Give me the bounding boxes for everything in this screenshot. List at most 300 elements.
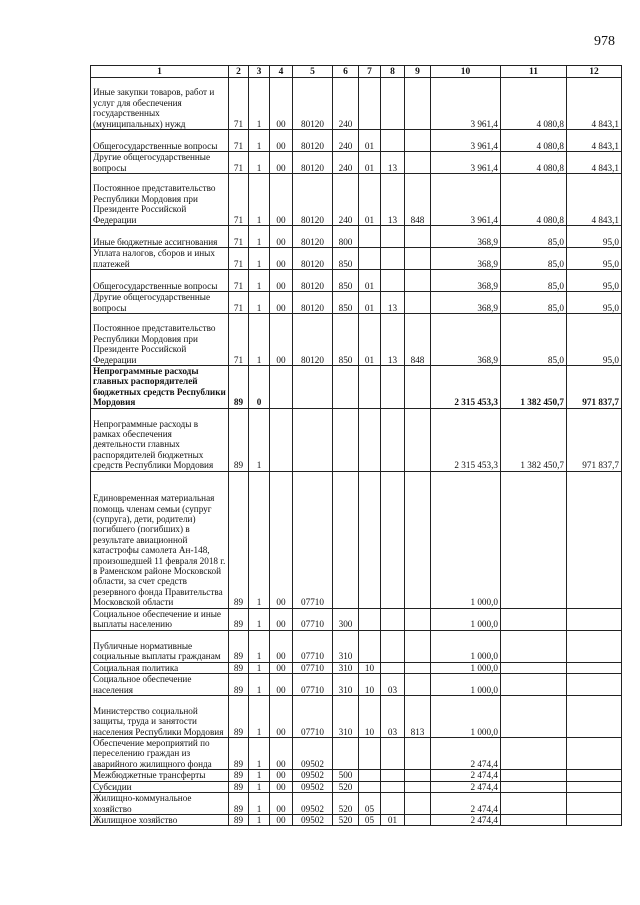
- cell-amount-11: [501, 608, 567, 630]
- cell-code-5: 80120: [293, 226, 333, 248]
- cell-code-7: 01: [359, 152, 381, 174]
- cell-amount-11: [501, 815, 567, 826]
- cell-code-9: 848: [405, 174, 431, 226]
- cell-amount-12: 95,0: [567, 270, 622, 292]
- cell-code-2: 89: [229, 674, 249, 696]
- cell-code-7: [359, 608, 381, 630]
- row-name: Постоянное представительство Республики Мордовия при Президенте Российской Федерации: [91, 314, 229, 366]
- cell-code-3: 1: [249, 174, 270, 226]
- cell-code-7: [359, 738, 381, 770]
- cell-amount-12: [567, 696, 622, 738]
- cell-code-2: 71: [229, 292, 249, 314]
- cell-code-4: 00: [270, 738, 293, 770]
- cell-code-5: 80120: [293, 78, 333, 130]
- row-name: Непрограммные расходы главных распорядителей бюджетных средств Республики Мордовия: [91, 366, 229, 409]
- cell-amount-11: [501, 781, 567, 792]
- cell-amount-10: 3 961,4: [431, 152, 501, 174]
- cell-code-9: [405, 366, 431, 409]
- cell-amount-12: [567, 770, 622, 781]
- cell-code-5: 09502: [293, 738, 333, 770]
- cell-code-2: 89: [229, 408, 249, 471]
- cell-amount-10: 1 000,0: [431, 630, 501, 662]
- row-name: Публичные нормативные социальные выплаты гражданам: [91, 630, 229, 662]
- table-row: [91, 608, 622, 630]
- column-header: 3: [249, 66, 270, 78]
- cell-code-9: [405, 770, 431, 781]
- row-name: Постоянное представительство Республики Мордовия при Президенте Российской Федерации: [91, 174, 229, 226]
- table-row: [91, 674, 622, 696]
- row-name: Социальное обеспечение и иные выплаты населению: [91, 608, 229, 630]
- row-name: Межбюджетные трансферты: [91, 770, 229, 781]
- cell-code-5: 07710: [293, 662, 333, 673]
- cell-amount-12: [567, 738, 622, 770]
- cell-code-9: [405, 662, 431, 673]
- cell-code-2: 89: [229, 608, 249, 630]
- cell-code-4: 00: [270, 674, 293, 696]
- cell-code-7: 01: [359, 314, 381, 366]
- cell-amount-11: 4 080,8: [501, 152, 567, 174]
- cell-code-3: 1: [249, 248, 270, 270]
- cell-code-8: 01: [381, 815, 405, 826]
- cell-code-6: 800: [333, 226, 359, 248]
- cell-code-7: [359, 248, 381, 270]
- cell-amount-10: 1 000,0: [431, 662, 501, 673]
- cell-amount-12: 95,0: [567, 226, 622, 248]
- cell-code-7: [359, 630, 381, 662]
- cell-code-2: 71: [229, 152, 249, 174]
- cell-code-5: 80120: [293, 292, 333, 314]
- table-row: [91, 793, 622, 815]
- cell-code-4: 00: [270, 793, 293, 815]
- column-header: 6: [333, 66, 359, 78]
- cell-code-8: [381, 226, 405, 248]
- row-name: Единовременная материальная помощь членам семьи (супруг (супруга), дети, родители) погибшего (погибших) в результате авиационной катастрофы самолета Ан-148, произошедшей 11 февраля 2018 г. в Раменском районе Московской области, за счет средств резервного фонда Правительства Московской области: [91, 471, 229, 608]
- cell-code-4: 00: [270, 662, 293, 673]
- cell-code-6: 240: [333, 152, 359, 174]
- column-header: 4: [270, 66, 293, 78]
- cell-amount-10: 3 961,4: [431, 130, 501, 152]
- cell-code-5: 07710: [293, 696, 333, 738]
- column-header: 10: [431, 66, 501, 78]
- cell-code-7: [359, 78, 381, 130]
- table-row: [91, 152, 622, 174]
- cell-code-8: [381, 630, 405, 662]
- cell-code-8: [381, 366, 405, 409]
- table-row: [91, 78, 622, 130]
- column-header: 2: [229, 66, 249, 78]
- cell-code-9: [405, 738, 431, 770]
- cell-amount-10: 2 474,4: [431, 781, 501, 792]
- cell-code-8: [381, 471, 405, 608]
- cell-amount-12: 95,0: [567, 314, 622, 366]
- cell-code-3: 1: [249, 78, 270, 130]
- cell-code-4: 00: [270, 248, 293, 270]
- cell-amount-11: 1 382 450,7: [501, 408, 567, 471]
- cell-code-8: [381, 738, 405, 770]
- cell-amount-11: [501, 738, 567, 770]
- row-name: Общегосударственные вопросы: [91, 270, 229, 292]
- cell-code-2: 89: [229, 770, 249, 781]
- cell-amount-12: 4 843,1: [567, 152, 622, 174]
- cell-amount-11: [501, 674, 567, 696]
- table-row: [91, 270, 622, 292]
- table-row: [91, 292, 622, 314]
- cell-amount-11: 1 382 450,7: [501, 366, 567, 409]
- cell-code-6: 240: [333, 174, 359, 226]
- cell-code-8: 13: [381, 292, 405, 314]
- table-row: [91, 781, 622, 792]
- cell-code-3: 1: [249, 314, 270, 366]
- cell-amount-11: 4 080,8: [501, 78, 567, 130]
- cell-code-9: [405, 270, 431, 292]
- cell-code-6: 850: [333, 314, 359, 366]
- cell-code-5: 09502: [293, 815, 333, 826]
- cell-amount-11: 85,0: [501, 226, 567, 248]
- cell-code-4: 00: [270, 174, 293, 226]
- cell-code-6: 240: [333, 78, 359, 130]
- cell-amount-12: [567, 471, 622, 608]
- cell-code-2: 71: [229, 314, 249, 366]
- cell-code-5: 09502: [293, 770, 333, 781]
- cell-code-8: [381, 781, 405, 792]
- cell-code-9: [405, 248, 431, 270]
- cell-code-8: [381, 608, 405, 630]
- cell-amount-12: 4 843,1: [567, 130, 622, 152]
- cell-code-5: 80120: [293, 174, 333, 226]
- cell-code-6: 310: [333, 630, 359, 662]
- table-row: [91, 662, 622, 673]
- column-header: 1: [91, 66, 229, 78]
- cell-code-6: [333, 408, 359, 471]
- cell-code-5: 09502: [293, 781, 333, 792]
- cell-amount-11: [501, 630, 567, 662]
- table-row: [91, 226, 622, 248]
- cell-code-2: 71: [229, 174, 249, 226]
- cell-code-9: [405, 793, 431, 815]
- column-header: 8: [381, 66, 405, 78]
- table-row: [91, 366, 622, 409]
- cell-code-6: 850: [333, 248, 359, 270]
- cell-code-9: [405, 815, 431, 826]
- cell-code-8: [381, 130, 405, 152]
- cell-code-9: [405, 674, 431, 696]
- cell-code-6: 310: [333, 696, 359, 738]
- cell-amount-10: 368,9: [431, 314, 501, 366]
- cell-code-2: 89: [229, 815, 249, 826]
- cell-code-6: 310: [333, 662, 359, 673]
- cell-code-3: 1: [249, 662, 270, 673]
- cell-code-5: [293, 408, 333, 471]
- cell-code-2: 89: [229, 366, 249, 409]
- cell-amount-11: [501, 793, 567, 815]
- cell-code-3: 1: [249, 471, 270, 608]
- cell-code-3: 1: [249, 781, 270, 792]
- row-name: Другие общегосударственные вопросы: [91, 152, 229, 174]
- cell-code-3: 1: [249, 815, 270, 826]
- cell-code-5: 80120: [293, 314, 333, 366]
- cell-code-5: 07710: [293, 674, 333, 696]
- cell-code-9: [405, 781, 431, 792]
- table-row: [91, 314, 622, 366]
- cell-code-3: 1: [249, 270, 270, 292]
- cell-code-6: 520: [333, 781, 359, 792]
- cell-code-2: 89: [229, 630, 249, 662]
- cell-code-2: 71: [229, 248, 249, 270]
- row-name: Обеспечение мероприятий по переселению граждан из аварийного жилищного фонда: [91, 738, 229, 770]
- table-row: [91, 408, 622, 471]
- cell-code-3: 1: [249, 630, 270, 662]
- cell-code-6: 850: [333, 292, 359, 314]
- cell-code-4: 00: [270, 471, 293, 608]
- cell-code-8: [381, 270, 405, 292]
- cell-amount-10: 1 000,0: [431, 674, 501, 696]
- cell-code-8: [381, 78, 405, 130]
- cell-amount-10: 368,9: [431, 292, 501, 314]
- cell-amount-10: 2 474,4: [431, 793, 501, 815]
- cell-code-4: 00: [270, 292, 293, 314]
- cell-code-3: 1: [249, 738, 270, 770]
- cell-code-4: 00: [270, 608, 293, 630]
- cell-code-5: 09502: [293, 793, 333, 815]
- table-row: [91, 471, 622, 608]
- cell-code-3: 1: [249, 608, 270, 630]
- table-row: [91, 174, 622, 226]
- cell-code-4: 00: [270, 270, 293, 292]
- cell-code-9: [405, 608, 431, 630]
- cell-amount-12: 971 837,7: [567, 408, 622, 471]
- cell-amount-10: 368,9: [431, 270, 501, 292]
- row-name: Жилищное хозяйство: [91, 815, 229, 826]
- cell-code-7: [359, 226, 381, 248]
- cell-code-2: 89: [229, 471, 249, 608]
- cell-code-3: 0: [249, 366, 270, 409]
- row-name: Социальное обеспечение населения: [91, 674, 229, 696]
- table-header-row: [91, 66, 622, 78]
- row-name: Уплата налогов, сборов и иных платежей: [91, 248, 229, 270]
- cell-code-7: 01: [359, 174, 381, 226]
- cell-code-4: 00: [270, 815, 293, 826]
- cell-code-3: 1: [249, 226, 270, 248]
- cell-amount-10: 2 474,4: [431, 770, 501, 781]
- cell-amount-11: 85,0: [501, 292, 567, 314]
- cell-code-2: 89: [229, 662, 249, 673]
- cell-code-9: 813: [405, 696, 431, 738]
- row-name: Министерство социальной защиты, труда и занятости населения Республики Мордовия: [91, 696, 229, 738]
- cell-code-6: [333, 738, 359, 770]
- page-number: 978: [594, 34, 615, 49]
- cell-amount-12: [567, 793, 622, 815]
- cell-code-6: 850: [333, 270, 359, 292]
- cell-code-7: [359, 471, 381, 608]
- cell-code-8: [381, 793, 405, 815]
- cell-amount-12: [567, 662, 622, 673]
- cell-code-5: 80120: [293, 130, 333, 152]
- cell-code-6: [333, 471, 359, 608]
- cell-code-4: 00: [270, 770, 293, 781]
- cell-code-3: 1: [249, 292, 270, 314]
- cell-code-5: 07710: [293, 630, 333, 662]
- cell-code-7: 10: [359, 696, 381, 738]
- cell-code-7: [359, 408, 381, 471]
- cell-code-3: 1: [249, 408, 270, 471]
- cell-amount-10: 1 000,0: [431, 471, 501, 608]
- cell-code-5: 07710: [293, 608, 333, 630]
- cell-code-8: 13: [381, 174, 405, 226]
- cell-amount-10: 3 961,4: [431, 78, 501, 130]
- column-header: 7: [359, 66, 381, 78]
- cell-code-4: 00: [270, 152, 293, 174]
- table-row: [91, 696, 622, 738]
- table-body: [91, 78, 622, 826]
- cell-amount-10: 2 315 453,3: [431, 366, 501, 409]
- cell-code-9: [405, 408, 431, 471]
- cell-amount-10: 368,9: [431, 226, 501, 248]
- cell-amount-11: 4 080,8: [501, 174, 567, 226]
- cell-code-6: 240: [333, 130, 359, 152]
- cell-amount-11: 85,0: [501, 248, 567, 270]
- cell-code-2: 71: [229, 130, 249, 152]
- cell-amount-11: 85,0: [501, 270, 567, 292]
- cell-amount-12: 95,0: [567, 248, 622, 270]
- column-header: 9: [405, 66, 431, 78]
- table-row: [91, 630, 622, 662]
- cell-amount-11: 4 080,8: [501, 130, 567, 152]
- cell-code-8: [381, 662, 405, 673]
- cell-code-7: 05: [359, 793, 381, 815]
- column-header: 12: [567, 66, 622, 78]
- cell-amount-11: [501, 770, 567, 781]
- table-row: [91, 770, 622, 781]
- cell-code-6: 310: [333, 674, 359, 696]
- cell-code-3: 1: [249, 793, 270, 815]
- row-name: Общегосударственные вопросы: [91, 130, 229, 152]
- cell-code-7: 10: [359, 662, 381, 673]
- cell-amount-10: 1 000,0: [431, 696, 501, 738]
- row-name: Непрограммные расходы в рамках обеспечения деятельности главных распорядителей бюджетных средств Республики Мордовия: [91, 408, 229, 471]
- table-row: [91, 815, 622, 826]
- cell-code-3: 1: [249, 770, 270, 781]
- cell-amount-11: [501, 662, 567, 673]
- cell-code-2: 71: [229, 270, 249, 292]
- cell-code-9: 848: [405, 314, 431, 366]
- cell-code-9: [405, 630, 431, 662]
- cell-code-5: 07710: [293, 471, 333, 608]
- cell-code-2: 89: [229, 793, 249, 815]
- cell-code-4: 00: [270, 781, 293, 792]
- row-name: Другие общегосударственные вопросы: [91, 292, 229, 314]
- cell-amount-10: 3 961,4: [431, 174, 501, 226]
- cell-code-7: [359, 781, 381, 792]
- cell-amount-11: [501, 471, 567, 608]
- cell-amount-12: [567, 608, 622, 630]
- row-name: Иные бюджетные ассигнования: [91, 226, 229, 248]
- cell-code-3: 1: [249, 130, 270, 152]
- cell-code-7: 01: [359, 130, 381, 152]
- cell-amount-11: [501, 696, 567, 738]
- row-name: Жилищно-коммунальное хозяйство: [91, 793, 229, 815]
- budget-table: [90, 65, 622, 826]
- cell-code-5: [293, 366, 333, 409]
- cell-amount-12: 95,0: [567, 292, 622, 314]
- cell-code-9: [405, 152, 431, 174]
- cell-code-6: 520: [333, 815, 359, 826]
- cell-amount-12: 971 837,7: [567, 366, 622, 409]
- cell-code-9: [405, 471, 431, 608]
- cell-code-4: 00: [270, 696, 293, 738]
- cell-code-3: 1: [249, 674, 270, 696]
- cell-code-6: 300: [333, 608, 359, 630]
- cell-code-2: 71: [229, 226, 249, 248]
- cell-code-8: 03: [381, 696, 405, 738]
- cell-code-4: 00: [270, 630, 293, 662]
- row-name: Социальная политика: [91, 662, 229, 673]
- cell-amount-10: 2 315 453,3: [431, 408, 501, 471]
- cell-code-8: 03: [381, 674, 405, 696]
- cell-code-6: [333, 366, 359, 409]
- cell-code-2: 89: [229, 781, 249, 792]
- cell-amount-10: 368,9: [431, 248, 501, 270]
- cell-amount-10: 1 000,0: [431, 608, 501, 630]
- cell-code-4: 00: [270, 130, 293, 152]
- cell-code-8: [381, 408, 405, 471]
- cell-amount-12: [567, 815, 622, 826]
- cell-amount-12: [567, 630, 622, 662]
- cell-code-8: [381, 770, 405, 781]
- column-header: 5: [293, 66, 333, 78]
- row-name: Субсидии: [91, 781, 229, 792]
- cell-code-4: [270, 408, 293, 471]
- cell-code-4: [270, 366, 293, 409]
- column-header: 11: [501, 66, 567, 78]
- table-row: [91, 248, 622, 270]
- cell-code-5: 80120: [293, 248, 333, 270]
- cell-code-7: 10: [359, 674, 381, 696]
- cell-code-2: 71: [229, 78, 249, 130]
- cell-code-7: 01: [359, 270, 381, 292]
- cell-amount-12: 4 843,1: [567, 174, 622, 226]
- cell-code-9: [405, 226, 431, 248]
- cell-code-2: 89: [229, 696, 249, 738]
- cell-code-3: 1: [249, 152, 270, 174]
- cell-code-9: [405, 292, 431, 314]
- cell-code-8: [381, 248, 405, 270]
- cell-code-8: 13: [381, 314, 405, 366]
- cell-code-2: 89: [229, 738, 249, 770]
- cell-amount-10: 2 474,4: [431, 815, 501, 826]
- cell-code-7: 05: [359, 815, 381, 826]
- cell-code-6: 520: [333, 793, 359, 815]
- cell-amount-12: [567, 674, 622, 696]
- cell-amount-11: 85,0: [501, 314, 567, 366]
- cell-code-8: 13: [381, 152, 405, 174]
- cell-code-9: [405, 78, 431, 130]
- table-row: [91, 130, 622, 152]
- cell-code-4: 00: [270, 226, 293, 248]
- cell-code-7: 01: [359, 292, 381, 314]
- cell-code-9: [405, 130, 431, 152]
- table-row: [91, 738, 622, 770]
- cell-code-4: 00: [270, 78, 293, 130]
- cell-code-3: 1: [249, 696, 270, 738]
- cell-code-5: 80120: [293, 270, 333, 292]
- cell-code-5: 80120: [293, 152, 333, 174]
- cell-code-6: 500: [333, 770, 359, 781]
- cell-amount-12: [567, 781, 622, 792]
- cell-amount-12: 4 843,1: [567, 78, 622, 130]
- cell-code-7: [359, 366, 381, 409]
- cell-code-7: [359, 770, 381, 781]
- cell-amount-10: 2 474,4: [431, 738, 501, 770]
